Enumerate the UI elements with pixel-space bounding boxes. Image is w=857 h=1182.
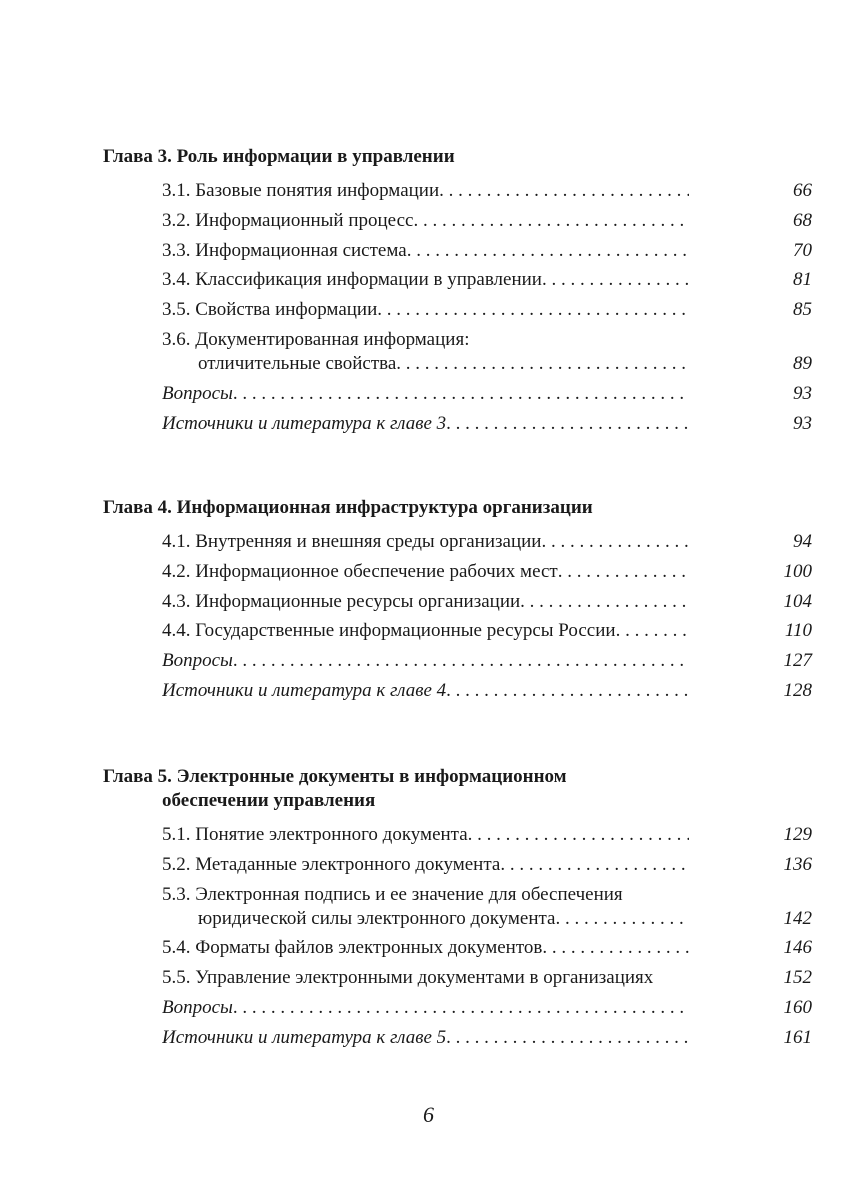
toc-entry[interactable] bbox=[162, 996, 812, 1020]
chapter-title: Глава 3. Роль информации в управлении bbox=[103, 146, 455, 167]
entry-text: 4.3. Информационные ресурсы организации bbox=[162, 590, 521, 612]
leader-dots bbox=[556, 907, 690, 931]
entry-text: 4.4. Государственные информационные ресурсы России bbox=[162, 620, 616, 642]
entry-page: 85 bbox=[793, 299, 812, 321]
toc-entry[interactable] bbox=[162, 560, 812, 584]
toc-entries bbox=[103, 179, 812, 436]
chapter-title-line2: обеспечении управления bbox=[162, 790, 376, 811]
entry-text: Источники и литература к главе 5 bbox=[162, 1026, 447, 1048]
entry-text: 3.4. Классификация информации в управлении bbox=[162, 269, 542, 291]
entry-page: 160 bbox=[783, 996, 812, 1018]
leader-dots bbox=[446, 412, 689, 436]
entry-text: 5.2. Метаданные электронного документа bbox=[162, 853, 501, 875]
leader-dots bbox=[233, 649, 689, 673]
leader-dots bbox=[500, 853, 689, 877]
entry-page: 142 bbox=[783, 907, 812, 929]
toc-entry[interactable] bbox=[162, 853, 812, 877]
entry-text-line1: 3.6. Документированная информация: bbox=[162, 328, 470, 350]
entry-page: 136 bbox=[783, 853, 812, 875]
entry-text: 5.4. Форматы файлов электронных документов bbox=[162, 937, 543, 959]
toc-entry[interactable] bbox=[162, 179, 812, 203]
toc-entry[interactable] bbox=[162, 298, 812, 322]
leader-dots bbox=[542, 268, 689, 292]
entry-page: 104 bbox=[783, 590, 812, 612]
toc-entry[interactable] bbox=[162, 1026, 812, 1050]
entry-page: 89 bbox=[793, 352, 812, 374]
leader-dots bbox=[407, 239, 689, 263]
entry-page: 93 bbox=[793, 412, 812, 434]
entry-page: 128 bbox=[783, 679, 812, 701]
chapter-3 bbox=[103, 145, 812, 441]
entry-text: Источники и литература к главе 3 bbox=[162, 412, 447, 434]
leader-dots bbox=[468, 823, 689, 847]
page-number: 6 bbox=[423, 1102, 434, 1127]
entry-text: 5.1. Понятие электронного документа bbox=[162, 824, 468, 845]
toc-entries bbox=[103, 823, 812, 1050]
entry-text: 3.3. Информационная система bbox=[162, 239, 407, 261]
chapter-5 bbox=[103, 765, 812, 1056]
entry-page: 152 bbox=[783, 967, 812, 989]
leader-dots bbox=[520, 590, 689, 614]
leader-dots bbox=[396, 352, 689, 376]
entry-text: 3.1. Базовые понятия информации bbox=[162, 180, 440, 201]
chapter-title: Глава 4. Информационная инфраструктура организации bbox=[103, 497, 593, 518]
toc-entry[interactable] bbox=[162, 936, 812, 960]
entry-text: 4.2. Информационное обеспечение рабочих мест bbox=[162, 560, 558, 582]
entry-page: 81 bbox=[793, 269, 812, 291]
toc-entry[interactable] bbox=[162, 239, 812, 263]
entry-text: Вопросы bbox=[162, 650, 233, 672]
entry-page: 127 bbox=[783, 650, 812, 672]
toc-entry[interactable] bbox=[162, 382, 812, 406]
leader-dots bbox=[542, 936, 689, 960]
leader-dots bbox=[439, 179, 689, 203]
chapter-title bbox=[103, 765, 723, 813]
toc-entry[interactable] bbox=[162, 590, 812, 614]
leader-dots bbox=[233, 382, 689, 406]
toc-entry[interactable] bbox=[162, 619, 812, 643]
entry-page: 161 bbox=[783, 1026, 812, 1048]
toc-entry[interactable] bbox=[162, 966, 812, 990]
entry-text: 5.5. Управление электронными документами в организациях bbox=[162, 967, 654, 989]
entry-text: 4.1. Внутренняя и внешняя среды организации bbox=[162, 531, 542, 552]
leader-dots bbox=[413, 209, 689, 233]
entry-page: 110 bbox=[784, 620, 812, 642]
entry-text-line1: 5.3. Электронная подпись и ее значение для обеспечения bbox=[162, 883, 623, 905]
entry-text: Источники и литература к главе 4 bbox=[162, 679, 447, 701]
entry-page: 66 bbox=[793, 180, 812, 201]
entry-text: 3.2. Информационный процесс bbox=[162, 209, 414, 231]
toc-entry[interactable] bbox=[162, 412, 812, 436]
entry-page: 94 bbox=[793, 531, 812, 552]
toc-entry[interactable] bbox=[162, 268, 812, 292]
toc-entry[interactable] bbox=[162, 883, 812, 931]
toc-entry[interactable] bbox=[162, 530, 812, 554]
leader-dots bbox=[377, 298, 689, 322]
entry-text-line2: юридической силы электронного документа bbox=[198, 907, 556, 929]
toc-entry[interactable] bbox=[162, 209, 812, 233]
entry-page: 100 bbox=[783, 560, 812, 582]
leader-dots bbox=[446, 1026, 689, 1050]
leader-dots bbox=[558, 560, 689, 584]
entry-text: 3.5. Свойства информации bbox=[162, 299, 378, 321]
entry-page: 70 bbox=[793, 239, 812, 261]
entry-page: 93 bbox=[793, 382, 812, 404]
toc-entry[interactable] bbox=[162, 679, 812, 703]
toc-entry[interactable] bbox=[162, 328, 812, 376]
entry-page: 129 bbox=[783, 824, 812, 845]
leader-dots bbox=[541, 530, 689, 554]
entry-page: 68 bbox=[793, 209, 812, 231]
entry-text-line2: отличительные свойства bbox=[198, 352, 397, 374]
toc-entries bbox=[103, 530, 812, 703]
toc-entry[interactable] bbox=[162, 823, 812, 847]
entry-page: 146 bbox=[783, 937, 812, 959]
leader-dots bbox=[233, 996, 689, 1020]
toc-entry[interactable] bbox=[162, 649, 812, 673]
leader-dots bbox=[616, 619, 689, 643]
entry-text: Вопросы bbox=[162, 996, 233, 1018]
chapter-title-line1: Глава 5. Электронные документы в информационном bbox=[103, 766, 567, 787]
entry-text: Вопросы bbox=[162, 382, 233, 404]
chapter-4 bbox=[103, 496, 812, 709]
leader-dots bbox=[446, 679, 689, 703]
